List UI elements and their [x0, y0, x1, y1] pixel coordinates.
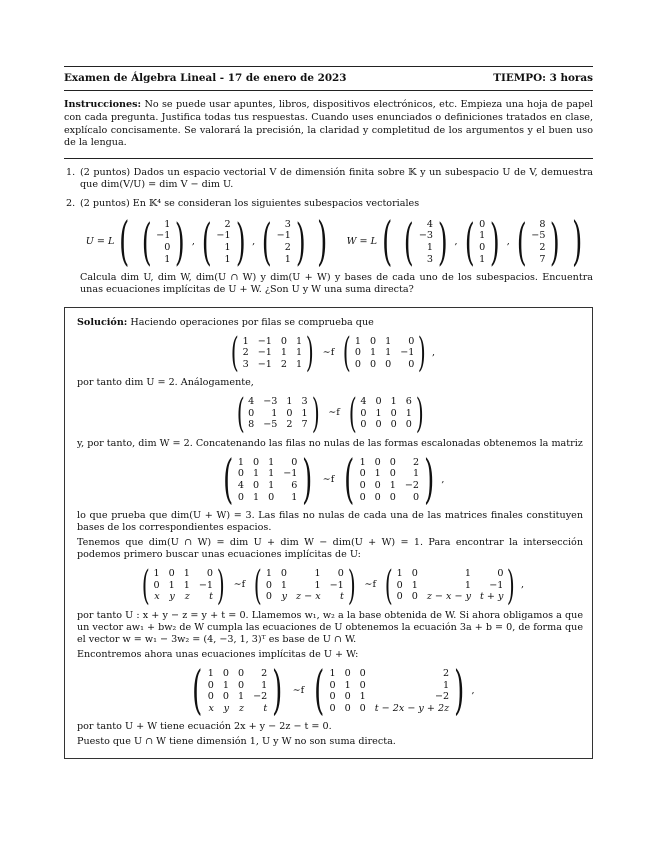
- matrix-cell: 0: [237, 491, 244, 503]
- matrix-cell: −5: [263, 419, 278, 431]
- matrix-cell: 0: [375, 396, 382, 408]
- matrix-cell: 0: [412, 491, 420, 503]
- matrix-cell: 0: [354, 347, 361, 359]
- header-rule: [64, 90, 593, 91]
- matrix-cell: 0: [207, 679, 214, 691]
- matrix-cell: 2: [412, 456, 420, 468]
- matrix-cell: 1: [464, 579, 471, 591]
- matrix-cell: 1: [280, 579, 288, 591]
- vector-entry: 1: [479, 230, 486, 242]
- matrix-cell: 1: [314, 579, 321, 591]
- matrix-cell: 0: [369, 359, 377, 371]
- matrix-cell: 1: [183, 568, 190, 580]
- vector-entry: −5: [531, 230, 546, 242]
- matrix-cell: −1: [489, 579, 504, 591]
- matrix-cell: 0: [280, 335, 287, 347]
- matrix-cell: 0: [408, 359, 415, 371]
- matrix-cell: 4: [248, 396, 255, 408]
- matrix-cell: 0: [359, 668, 366, 680]
- matrix-cell: 0: [222, 691, 229, 703]
- matrix-cell: 7: [301, 419, 308, 431]
- matrix-cell: 1: [268, 468, 275, 480]
- matrix-cell: z: [239, 702, 245, 714]
- question-2: [64, 198, 593, 297]
- matrix-cell: 0: [291, 456, 298, 468]
- solution-box: [64, 307, 593, 759]
- matrix-cell: 0: [238, 668, 245, 680]
- matrix-cell: 1: [237, 456, 244, 468]
- vector-entry: 1: [479, 253, 486, 265]
- matrix-cell: t: [339, 591, 344, 603]
- matrix-cell: 0: [337, 568, 344, 580]
- matrix-cell: 0: [405, 419, 412, 431]
- matrix-cell: 2: [261, 668, 268, 680]
- exam-header: [64, 67, 593, 90]
- question-1-number: 1.: [66, 166, 76, 178]
- matrix-m3a: ( 1 0 1 0 0 1 1 −1 4 0 1 6 0 1 0 1 ): [222, 450, 313, 511]
- subspaces-display: U = L ( ( 1 −1 0 1 ) , ( 2 −1 1 1 ) , ( 3 −1 2 1 ) ) W = L ( ( 4 −3 1 3 ) , ( 0 1 0 1 ) , ( 8 −5 2 7 ) ): [85, 212, 583, 272]
- u-vectors: ( 1 −1 0 1 ) , ( 2 −1 1 1 ) , ( 3 −1 2 1 ): [135, 217, 313, 267]
- matrix-cell: 1: [359, 456, 366, 468]
- matrix-cell: t: [209, 591, 213, 603]
- matrix-cell: 0: [344, 702, 351, 714]
- matrix-cell: 1: [359, 691, 366, 703]
- matrix-cell: 0: [329, 702, 336, 714]
- matrix-cell: 2: [242, 347, 249, 359]
- question-2-number: 2.: [66, 197, 76, 209]
- matrix-cell: 1: [374, 468, 381, 480]
- vector-entry: 1: [426, 242, 433, 253]
- vector-entry: 3: [426, 253, 433, 265]
- solution-s6: por tanto U : x + y − z = y + t = 0. Llamemos w₁, w₂ a la base obtenida de W. Si ahora obligamos a que un vector aw₁ + bw₂ de W cumpla las ecuaciones de U obtenemos la ecuación 3a + b = 0, de forma que el vector w = w₁ − 3w₂ = (4, −3, 1, 3)ᵀ es base de U ∩ W.: [77, 609, 583, 646]
- matrix-cell: 1: [295, 335, 303, 347]
- row-equiv-symbol: ∼f: [233, 579, 246, 591]
- column-vector: ( 3 −1 2 1 ): [262, 213, 306, 271]
- matrix-cell: 1: [385, 335, 392, 347]
- matrix-cell: 0: [408, 335, 415, 347]
- row-equiv-symbol: ∼f: [322, 473, 335, 485]
- w-label: W = L: [346, 235, 378, 247]
- matrix-cell: 0: [389, 468, 396, 480]
- matrix-cell: z − x − y: [426, 591, 471, 603]
- matrix-cell: y: [223, 702, 229, 714]
- matrix-m1a: ( 1 −1 0 1 2 −1 1 1 3 −1 2 1 ): [230, 330, 314, 377]
- matrix-cell: 1: [268, 480, 275, 492]
- u-label: U = L: [85, 235, 115, 247]
- matrix-cell: 0: [385, 359, 392, 371]
- matrix-cell: 1: [271, 407, 278, 419]
- eq-3: ( 1 0 1 0 0 1 1 −1 4 0 1 6 0 1 0 1 ) ∼f ( 1 0 0 2 0 1 0 1 0 0 1 −2 0 0 0 0 ) ,: [77, 454, 583, 506]
- row-equiv-symbol: ∼f: [328, 407, 340, 419]
- matrix-cell: x: [154, 591, 160, 603]
- matrix-cell: −2: [253, 691, 268, 703]
- matrix-cell: 0: [359, 679, 366, 691]
- matrix-cell: −2: [404, 480, 420, 492]
- matrix-cell: 0: [280, 568, 288, 580]
- eq-2: [77, 390, 583, 437]
- matrix-cell: 2: [280, 359, 287, 371]
- matrix-cell: 0: [265, 579, 272, 591]
- matrix-m4a: ( 1 0 1 0 0 1 1 −1 x y z t ): [141, 562, 225, 609]
- matrix-cell: y: [281, 591, 288, 603]
- column-vector: ( 8 −5 2 7 ): [516, 213, 561, 271]
- exam-page: [64, 66, 593, 759]
- vector-entry: 1: [164, 218, 171, 230]
- matrix-cell: −3: [263, 396, 278, 408]
- matrix-cell: 1: [443, 679, 450, 691]
- column-vector: ( 0 1 0 1 ): [464, 213, 500, 271]
- matrix-m5b: ( 1 0 0 2 0 1 0 1 0 0 1 −2 0 0 0 t − 2x − y + 2z ): [314, 661, 465, 722]
- exam-title: Examen de Álgebra Lineal - 17 de enero de 2023: [64, 72, 347, 84]
- matrix-cell: 0: [360, 419, 367, 431]
- matrix-cell: 4: [360, 396, 367, 408]
- matrix-cell: z − x: [296, 591, 321, 603]
- matrix-cell: 0: [207, 691, 214, 703]
- matrix-cell: 0: [369, 335, 377, 347]
- vector-entry: 1: [224, 242, 231, 253]
- matrix-cell: 0: [265, 591, 272, 603]
- question-2-intro: (2 puntos) En 𝕂⁴ se consideran los siguientes subespacios vectoriales: [80, 197, 420, 209]
- vector-entry: 1: [224, 253, 231, 265]
- matrix-cell: 0: [359, 468, 366, 480]
- instructions-label: Instrucciones:: [64, 99, 142, 111]
- matrix-cell: 1: [268, 456, 275, 468]
- matrix-cell: −1: [400, 347, 415, 359]
- matrix-m3b: ( 1 0 0 2 0 1 0 1 0 0 1 −2 0 0 0 0 ): [344, 450, 435, 511]
- column-vector: ( 2 −1 1 1 ): [201, 213, 246, 271]
- matrix-cell: 0: [374, 480, 381, 492]
- matrix-m2a: ( 4 −3 1 3 0 1 0 1 8 −5 2 7 ): [236, 390, 320, 437]
- matrix-cell: 1: [385, 347, 392, 359]
- matrix-cell: −1: [257, 359, 272, 371]
- instructions-rule: [64, 158, 593, 159]
- solution-s2: por tanto dim U = 2. Análogamente,: [77, 377, 254, 389]
- matrix-cell: 0: [329, 679, 336, 691]
- vector-entry: 2: [224, 218, 231, 230]
- question-1: [64, 167, 593, 192]
- matrix-cell: 1: [464, 568, 471, 580]
- row-equiv-symbol: ∼f: [292, 685, 305, 697]
- matrix-cell: 0: [390, 419, 397, 431]
- eq-4: ( 1 0 1 0 0 1 1 −1 x y z t ) ∼f ( 1 0 1 0 0 1 1 −1 0 y z − x t ) ∼f ( 1 0 1 0 0 1 1 −1 0 0 z − x − y t + y ) ,: [77, 566, 583, 606]
- matrix-cell: −1: [257, 335, 272, 347]
- matrix-cell: −1: [198, 579, 213, 591]
- matrix-cell: 0: [374, 456, 381, 468]
- row-equiv-symbol: ∼f: [364, 579, 376, 591]
- matrix-m4c: ( 1 0 1 0 0 1 1 −1 0 0 z − x − y t + y ): [384, 562, 516, 609]
- matrix-cell: 0: [168, 568, 175, 580]
- matrix-cell: 1: [390, 396, 397, 408]
- matrix-cell: 0: [329, 691, 336, 703]
- solution-label: Solución:: [77, 316, 128, 328]
- matrix-cell: y: [169, 591, 175, 603]
- matrix-cell: 0: [497, 568, 504, 580]
- vector-entry: 1: [284, 253, 291, 265]
- eq-1: ( 1 −1 0 1 2 −1 1 1 3 −1 2 1 ) ∼f ( 1 0 1 0 0 1 1 −1 0 0 0 0 ) ,: [77, 333, 583, 373]
- vector-entry: 0: [479, 242, 486, 253]
- matrix-cell: 1: [286, 396, 293, 408]
- matrix-cell: 1: [153, 568, 160, 580]
- matrix-cell: 1: [295, 347, 303, 359]
- matrix-cell: 3: [242, 359, 249, 371]
- matrix-cell: 1: [253, 468, 260, 480]
- matrix-cell: −2: [435, 691, 450, 703]
- matrix-cell: 0: [360, 407, 367, 419]
- vector-entry: −3: [418, 230, 433, 242]
- matrix-cell: 0: [359, 702, 366, 714]
- matrix-cell: 0: [253, 456, 260, 468]
- matrix-cell: 1: [295, 359, 303, 371]
- matrix-cell: 3: [301, 396, 308, 408]
- matrix-cell: 1: [253, 491, 260, 503]
- vector-entry: 2: [539, 242, 546, 253]
- column-vector: ( 1 −1 0 1 ): [141, 213, 185, 271]
- vector-entry: 0: [479, 218, 486, 230]
- solution-s4: lo que prueba que dim(U + W) = 3. Las filas no nulas de cada una de las matrices finales constituyen bases de los correspondientes espacios.: [77, 510, 583, 534]
- matrix-cell: 0: [375, 419, 382, 431]
- matrix-cell: 0: [411, 591, 418, 603]
- matrix-cell: 1: [222, 679, 229, 691]
- matrix-cell: 0: [344, 691, 351, 703]
- instructions-text: No se puede usar apuntes, libros, dispositivos electrónicos, etc. Empieza una hoja de papel con cada pregunta. Justifica todas tus respuestas. Cuando uses enunciados o definiciones tratados en clase, explícalo concisamente. Se valorará la precisión, la claridad y completitud de los argumentos y el buen uso de la lengua.: [64, 99, 593, 149]
- matrix-cell: 1: [301, 407, 308, 419]
- matrix-cell: 0: [390, 407, 397, 419]
- matrix-cell: 1: [411, 579, 418, 591]
- matrix-cell: 1: [242, 335, 249, 347]
- matrix-cell: 0: [248, 407, 255, 419]
- matrix-cell: 6: [291, 480, 298, 492]
- vector-entry: −1: [216, 230, 231, 242]
- exam-time: TIEMPO: 3 horas: [493, 72, 593, 84]
- matrix-cell: 0: [354, 359, 361, 371]
- vector-entry: 2: [284, 242, 291, 253]
- matrix-cell: 8: [248, 419, 255, 431]
- instructions: [64, 99, 593, 149]
- matrix-cell: t: [263, 702, 268, 714]
- matrix-cell: 0: [268, 491, 275, 503]
- vector-entry: 0: [164, 242, 171, 253]
- question-2-ask: Calcula dim U, dim W, dim(U ∩ W) y dim(U + W) y bases de cada uno de los subespacios. Encuentra unas ecuaciones implícitas de U + W. ¿Son U y W una suma directa?: [80, 272, 593, 296]
- matrix-cell: −1: [283, 468, 298, 480]
- matrix-cell: 1: [280, 347, 287, 359]
- matrix-cell: 0: [153, 579, 160, 591]
- solution-s5: Tenemos que dim(U ∩ W) = dim U + dim W − dim(U + W) = 1. Para encontrar la intersección podemos primero buscar unas ecuaciones implícitas de U:: [77, 536, 583, 561]
- matrix-cell: 1: [389, 480, 396, 492]
- matrix-cell: 0: [344, 668, 351, 680]
- matrix-cell: 2: [443, 668, 450, 680]
- matrix-cell: 0: [389, 491, 396, 503]
- matrix-cell: 1: [354, 335, 361, 347]
- question-1-text: (2 puntos) Dados un espacio vectorial V de dimensión finita sobre 𝕂 y un subespacio U de V, demuestra que dim(V/U) = dim V − dim U.: [80, 166, 593, 191]
- matrix-m5a: ( 1 0 0 2 0 1 0 1 0 0 1 −2 x y z t ): [192, 661, 283, 722]
- matrix-cell: 1: [375, 407, 382, 419]
- vector-entry: −1: [276, 230, 291, 242]
- column-vector: ( 4 −3 1 3 ): [404, 213, 448, 271]
- matrix-cell: 0: [206, 568, 213, 580]
- matrix-m2b: ( 4 0 1 6 0 1 0 1 0 0 0 0 ): [348, 390, 424, 437]
- matrix-cell: x: [208, 702, 214, 714]
- matrix-cell: t − 2x − y + 2z: [374, 702, 450, 714]
- matrix-cell: 0: [411, 568, 418, 580]
- row-equiv-symbol: ∼f: [322, 347, 335, 359]
- matrix-m4b: ( 1 0 1 0 0 1 1 −1 0 y z − x t ): [254, 562, 356, 609]
- matrix-cell: 0: [396, 591, 403, 603]
- matrix-cell: 1: [265, 568, 272, 580]
- matrix-cell: 6: [405, 396, 412, 408]
- matrix-cell: 2: [286, 419, 293, 431]
- matrix-cell: 0: [359, 491, 366, 503]
- solution-s7: Encontremos ahora unas ecuaciones implícitas de U + W:: [77, 648, 359, 660]
- matrix-cell: 0: [389, 456, 396, 468]
- solution-s8: por tanto U + W tiene ecuación 2x + y − 2z − t = 0.: [77, 721, 332, 733]
- matrix-cell: 1: [238, 691, 245, 703]
- matrix-cell: z: [184, 591, 190, 603]
- vector-entry: 4: [426, 218, 433, 230]
- matrix-cell: −1: [257, 347, 272, 359]
- matrix-cell: 1: [396, 568, 403, 580]
- matrix-cell: 1: [261, 679, 268, 691]
- vector-entry: −1: [156, 230, 171, 242]
- matrix-cell: 0: [286, 407, 293, 419]
- matrix-cell: 1: [412, 468, 420, 480]
- matrix-cell: 1: [168, 579, 175, 591]
- vector-entry: 1: [164, 253, 171, 265]
- matrix-cell: 0: [359, 480, 366, 492]
- matrix-cell: 0: [374, 491, 381, 503]
- matrix-cell: 0: [238, 679, 245, 691]
- solution-s1: Haciendo operaciones por filas se comprueba que: [127, 316, 374, 328]
- w-vectors: ( 4 −3 1 3 ) , ( 0 1 0 1 ) , ( 8 −5 2 7 ): [397, 217, 567, 267]
- matrix-cell: t + y: [480, 591, 504, 603]
- matrix-m1b: ( 1 0 1 0 0 1 1 −1 0 0 0 0 ): [343, 330, 427, 377]
- matrix-cell: 0: [222, 668, 229, 680]
- matrix-cell: 0: [396, 579, 403, 591]
- vector-entry: 8: [539, 218, 546, 230]
- solution-s9: Puesto que U ∩ W tiene dimensión 1, U y W no son suma directa.: [77, 735, 396, 747]
- matrix-cell: 1: [207, 668, 214, 680]
- solution-s3: y, por tanto, dim W = 2. Concatenando las filas no nulas de las formas escalonadas obtenemos la matriz: [77, 437, 583, 449]
- matrix-cell: 1: [183, 579, 190, 591]
- matrix-cell: 1: [291, 491, 298, 503]
- matrix-cell: 0: [237, 468, 244, 480]
- matrix-cell: 1: [369, 347, 377, 359]
- matrix-cell: 1: [405, 407, 412, 419]
- matrix-cell: 0: [253, 480, 260, 492]
- matrix-cell: 1: [344, 679, 351, 691]
- matrix-cell: 1: [314, 568, 321, 580]
- matrix-cell: −1: [329, 579, 344, 591]
- matrix-cell: 4: [237, 480, 244, 492]
- matrix-cell: 1: [329, 668, 336, 680]
- vector-entry: 7: [539, 253, 546, 265]
- eq-5: ( 1 0 0 2 0 1 0 1 0 0 1 −2 x y z t ) ∼f ( 1 0 0 2 0 1 0 1 0 0 1 −2 0 0 0 t − 2x − y + 2z ) ,: [77, 665, 583, 717]
- vector-entry: 3: [284, 218, 291, 230]
